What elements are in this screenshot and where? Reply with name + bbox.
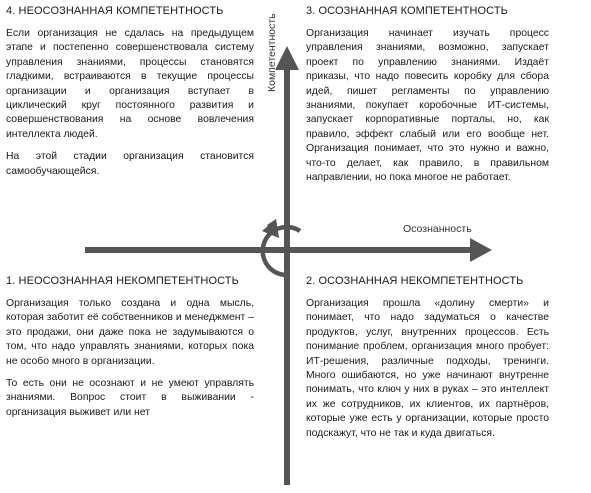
x-axis-arrowhead <box>470 238 492 262</box>
paragraph: Организация только создана и одна мысль, которая заботит её собственников и менеджмент – это продажи, они даже пока не задумываются о том, что надо управлять знаниями, которых пока не особо много в организации. <box>6 298 254 367</box>
quadrant-text <box>306 297 549 441</box>
y-axis-arrowhead <box>275 46 299 70</box>
paragraph: Организация прошла «долину смерти» и понимает, что надо задуматься о качестве продуктов, услуг, внутренних процессов. Есть понимание проблем, организация много пробует: ИТ-решения, различные подходы, тренинги. Много ошибаются, но уже начинают внутренне понимать, что ключ у них в руках – это интеллект их же сотрудников, их клиентов, их партнёров, которые уже есть у организации, которые просто подскажут, что не так и куда двигаться. <box>306 298 549 439</box>
quadrant-text <box>6 297 254 420</box>
paragraph: Если организация не сдалась на предыдущем этапе и постепенно совершенствовала систему управления знаниями, процессы становятся гладкими, встраиваются в текущие процессы организации и организация вступает в циклический круг постоянного развития и совершенствования на основе вовлечения интеллекта людей. <box>6 28 254 140</box>
quadrant-title: 2. ОСОЗНАННАЯ НЕКОМПЕТЕНТНОСТЬ <box>306 275 524 287</box>
paragraph: Организация начинает изучать процесс управления знаниями, возможно, запускает проект по управлению знаниями. Издаёт приказы, что надо повесить коробку для сбора идей, пишет регламенты по управлению знаниями, покупает коробочные ИТ-системы, запускает корпоративные порталы, но, как правило, эффект слабый или его вообще нет. Организация понимает, что это нужно и важно, что-то делает, как правило, в правильном направлении, но пока многое не работает. <box>306 28 549 184</box>
quadrant-text <box>6 27 254 179</box>
quadrant-unconscious-competence <box>6 5 254 179</box>
quadrant-title: 1. НЕОСОЗНАННАЯ НЕКОМПЕТЕНТНОСТЬ <box>6 275 239 287</box>
paragraph: На этой стадии организация становится самообучающейся. <box>6 151 254 177</box>
quadrant-title: 3. ОСОЗНАННАЯ КОМПЕТЕНТНОСТЬ <box>306 5 508 17</box>
quadrant-conscious-competence <box>306 5 549 185</box>
quadrant-text <box>306 27 549 185</box>
quadrant-title: 4. НЕОСОЗНАННАЯ КОМПЕТЕНТНОСТЬ <box>6 5 224 17</box>
quadrant-conscious-incompetence <box>306 275 549 441</box>
x-axis-label: Осознанность <box>403 223 472 235</box>
y-axis-label: Компетентность <box>266 13 278 92</box>
paragraph: То есть они не осознают и не умеют управлять знаниями. Вопрос стоит в выживании - организация выживет или нет <box>6 378 254 418</box>
quadrant-unconscious-incompetence <box>6 275 254 420</box>
